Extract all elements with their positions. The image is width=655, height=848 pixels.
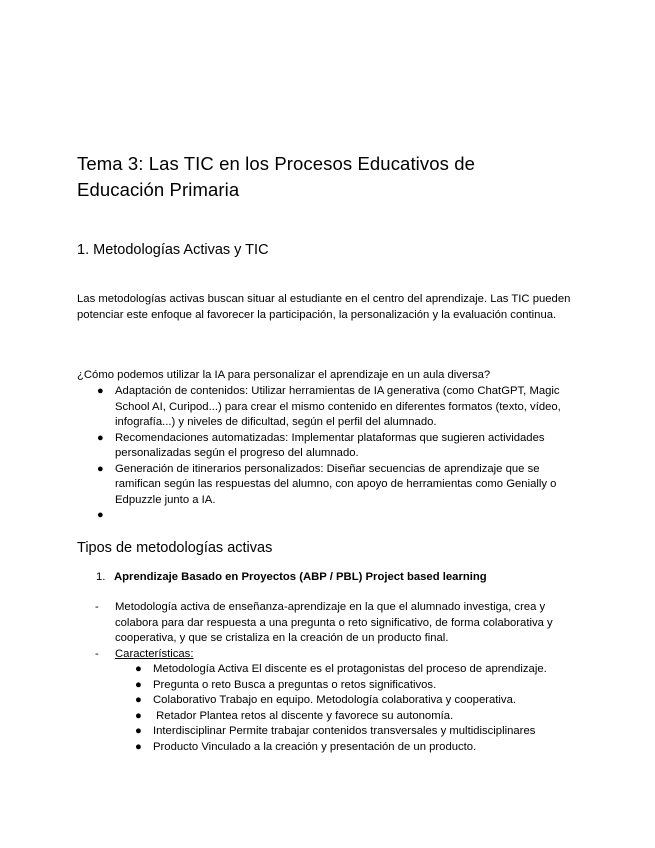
description-text: Metodología activa de enseñanza-aprendizaje en la que el alumnado investiga, crea y colabora para dar respuesta a una pregunta o reto significativo, de forma colaborativa y cooperativa, y que se cristaliza en la creación de un producto final. xyxy=(115,601,553,644)
list-item: ● Metodología Activa El discente es el protagonistas del proceso de aprendizaje. xyxy=(115,662,547,678)
item-title: Aprendizaje Basado en Proyectos (ABP / PBL) Project based learning xyxy=(114,571,487,583)
bullet-icon: ● xyxy=(135,725,142,737)
intro-paragraph: Las metodologías activas buscan situar al estudiante en el centro del aprendizaje. Las TIC pueden potenciar este enfoque al favorecer la participación, la personalización y la evaluación continua. xyxy=(77,293,571,321)
list-item: ● Producto Vinculado a la creación y presentación de un producto. xyxy=(115,740,547,756)
bullet-icon: ● xyxy=(135,709,142,722)
list-item: ● Interdisciplinar Permite trabajar contenidos transversales y multidisciplinares xyxy=(115,724,547,740)
list-item: ● Pregunta o reto Busca a preguntas o retos significativos. xyxy=(115,678,547,694)
bullet-icon: ● xyxy=(135,663,142,675)
dash-icon: - xyxy=(95,601,99,613)
characteristics-label: Características: xyxy=(115,648,194,660)
document-title: Tema 3: Las TIC en los Procesos Educativos de Educación Primaria xyxy=(77,153,475,200)
list-item: ● Retador Plantea retos al discente y favorece su autonomía. xyxy=(115,709,547,725)
numbered-item-abp xyxy=(96,570,487,586)
dash-icon: - xyxy=(95,648,99,660)
list-item: ● Colaborativo Trabajo en equipo. Metodología colaborativa y cooperativa. xyxy=(115,693,547,709)
bullet-icon: ● xyxy=(97,462,104,475)
list-item xyxy=(77,508,579,524)
list-item: ● Generación de itinerarios personalizados: Diseñar secuencias de aprendizaje que se ramifican según las respuestas del alumno, con apoyo de herramientas como Genially o Edpuzzle junto a IA. xyxy=(97,462,557,506)
characteristics-item xyxy=(95,647,575,663)
list-item: ● Recomendaciones automatizadas: Implementar plataformas que sugieren actividades personalizadas según el progreso del alumnado. xyxy=(97,431,545,459)
bullet-icon: ● xyxy=(97,385,104,397)
section-heading-tipos: Tipos de metodologías activas xyxy=(77,540,273,556)
item-number: 1. xyxy=(96,571,106,583)
bullet-icon: ● xyxy=(97,509,104,521)
characteristics-list xyxy=(115,662,547,755)
bullet-icon: ● xyxy=(97,431,104,444)
bullet-icon: ● xyxy=(135,740,142,753)
bullet-icon: ● xyxy=(135,678,142,691)
question-paragraph: ¿Cómo podemos utilizar la IA para personalizar el aprendizaje en un aula diversa? xyxy=(77,369,491,381)
description-item xyxy=(95,600,575,647)
ia-bullet-list xyxy=(77,384,579,524)
bullet-icon: ● xyxy=(135,694,142,706)
list-item: ● Adaptación de contenidos: Utilizar herramientas de IA generativa (como ChatGPT, Magic School AI, Curipod...) para crear el mismo contenido en diferentes formatos (texto, vídeo, infografía...) y niveles de dificultad, según el perfil del alumnado. xyxy=(97,385,561,428)
section-heading-metodologias-tic: 1. Metodologías Activas y TIC xyxy=(77,242,269,258)
